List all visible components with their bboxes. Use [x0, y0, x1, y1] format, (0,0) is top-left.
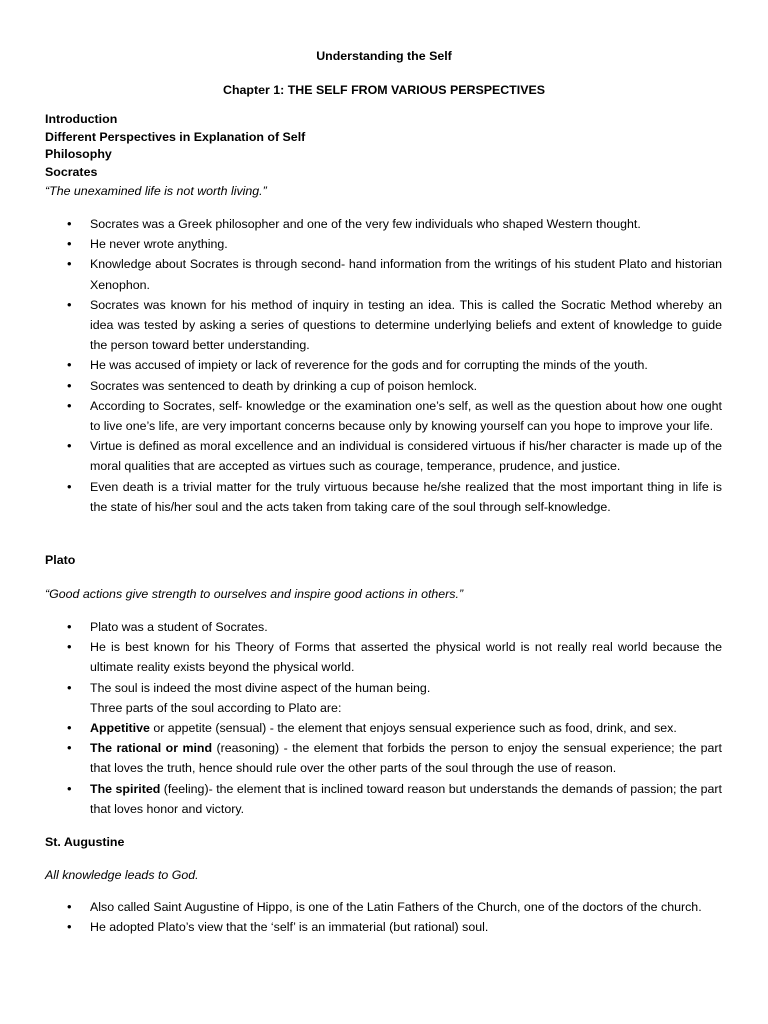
- augustine-quote: All knowledge leads to God.: [45, 868, 199, 882]
- list-item: • Plato was a student of Socrates.: [45, 617, 722, 637]
- heading-perspectives: Different Perspectives in Explanation of Self: [45, 129, 306, 144]
- heading-introduction: Introduction: [45, 112, 118, 126]
- heading-plato: Plato: [45, 553, 76, 567]
- chapter-title: Chapter 1: THE SELF FROM VARIOUS PERSPECTIVES: [223, 83, 545, 97]
- list-item: [45, 738, 722, 778]
- soul-parts-intro: Three parts of the soul according to Plato are:: [90, 700, 342, 715]
- list-item: • He was accused of impiety or lack of reverence for the gods and for corrupting the minds of the youth.: [45, 355, 722, 375]
- soul-part-text: or appetite (sensual) - the element that enjoys sensual experience such as food, drink, and sex.: [149, 721, 677, 736]
- list-item: • Socrates was known for his method of inquiry in testing an idea. This is called the Socratic Method whereby an idea was tested by asking a series of questions to determine underlying beliefs and extent of knowledge to guide the person toward better understanding.: [45, 295, 722, 356]
- heading-philosophy: Philosophy: [45, 147, 112, 161]
- plato-quote: “Good actions give strength to ourselves and inspire good actions in others.”: [45, 587, 464, 601]
- section-headings: [45, 111, 305, 181]
- list-item: • Also called Saint Augustine of Hippo, is one of the Latin Fathers of the Church, one of the doctors of the church.: [45, 897, 722, 917]
- list-item: • Socrates was a Greek philosopher and one of the very few individuals who shaped Western thought.: [45, 214, 722, 234]
- soul-part-text: (reasoning) - the element that forbids the person to enjoy the sensual experience; the part that loves the truth, hence should rule over the other parts of the soul through the use of reason.: [90, 741, 722, 776]
- soul-part-term: Appetitive: [90, 721, 150, 736]
- list-item: • He is best known for his Theory of Forms that asserted the physical world is not really real world because the ultimate reality exists beyond the physical world.: [45, 637, 722, 677]
- list-item: • Socrates was sentenced to death by drinking a cup of poison hemlock.: [45, 376, 722, 396]
- plato-bullet-list: [45, 617, 722, 819]
- soul-part-text: (feeling)- the element that is inclined toward reason but understands the demands of passion; the part that loves honor and victory.: [90, 781, 722, 816]
- soul-part-term: The spirited: [90, 781, 161, 796]
- list-item: • According to Socrates, self- knowledge or the examination one’s self, as well as the question about how one ought to live one’s life, are very important concerns because only by knowing yourself can you hope to improve your life.: [45, 396, 722, 436]
- soul-part-term: The rational or mind: [90, 741, 213, 756]
- document-title: Understanding the Self: [316, 49, 452, 63]
- list-item: • He adopted Plato’s view that the ‘self’ is an immaterial (but rational) soul.: [45, 917, 722, 937]
- heading-socrates: Socrates: [45, 164, 98, 179]
- list-item: • The soul is indeed the most divine aspect of the human being.: [45, 678, 722, 698]
- socrates-quote: “The unexamined life is not worth living.”: [45, 184, 267, 198]
- list-item: • Even death is a trivial matter for the truly virtuous because he/she realized that the most important thing in life is the state of his/her soul and the acts taken from taking care of the soul through self-knowledge.: [45, 477, 722, 517]
- socrates-bullet-list: [45, 214, 722, 517]
- list-item: • Virtue is defined as moral excellence and an individual is considered virtuous if his/her character is made up of the moral qualities that are accepted as virtues such as courage, temperance, prudence, and justice.: [45, 436, 722, 476]
- list-item: • Knowledge about Socrates is through second- hand information from the writings of his student Plato and historian Xenophon.: [45, 254, 722, 294]
- list-item: [45, 718, 722, 738]
- list-item: [45, 779, 722, 819]
- heading-augustine: St. Augustine: [45, 835, 125, 849]
- list-item: • He never wrote anything.: [45, 234, 722, 254]
- augustine-bullet-list: [45, 897, 722, 937]
